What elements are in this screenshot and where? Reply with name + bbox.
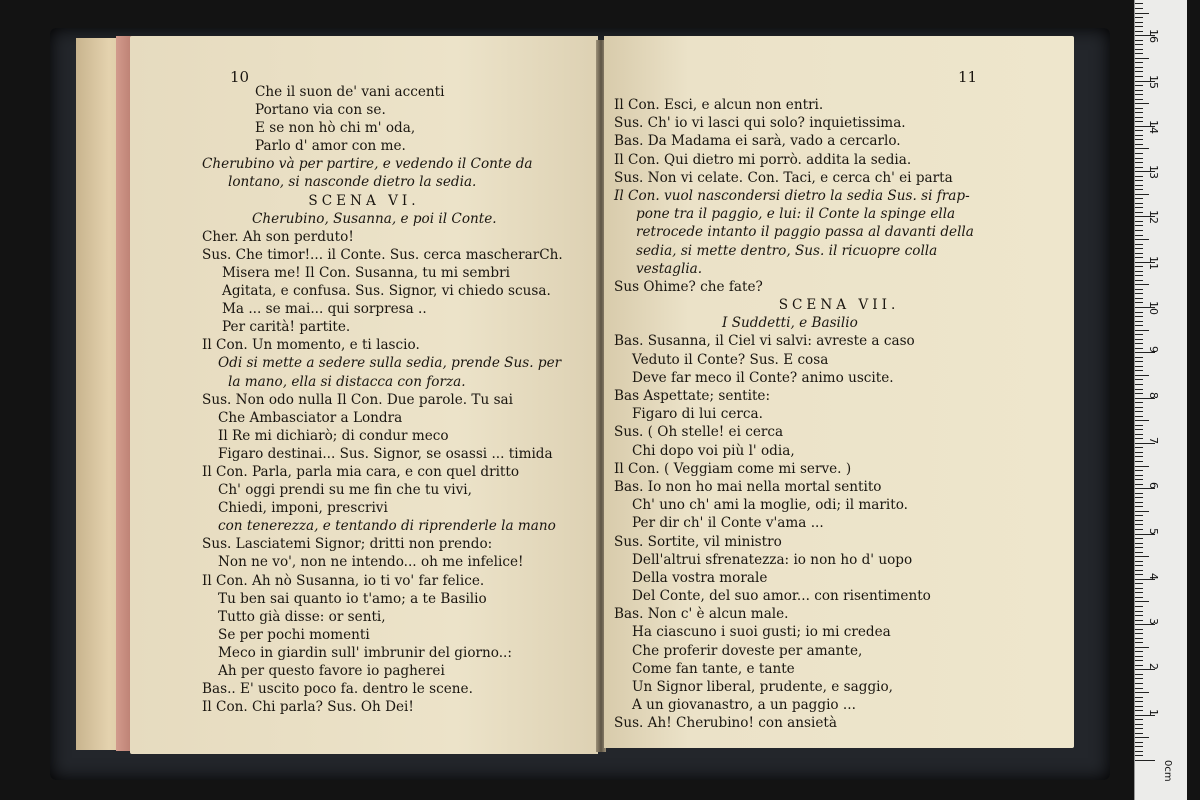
ruler-tick — [1135, 148, 1149, 149]
text-line: Sus Ohime? che fate? — [614, 278, 763, 295]
ruler-label: 14 — [1147, 119, 1160, 134]
ruler-tick — [1135, 361, 1143, 362]
ruler-tick — [1135, 620, 1143, 621]
ruler-tick — [1135, 402, 1143, 403]
ruler-tick — [1135, 343, 1143, 344]
ruler-tick — [1135, 538, 1143, 539]
text-line: E se non hò chi m' oda, — [255, 120, 416, 137]
ruler-tick — [1135, 665, 1143, 666]
text-line: Della vostra morale — [632, 569, 768, 586]
text-line: Bas.. E' uscito poco fa. dentro le scene. — [202, 681, 473, 698]
ruler-tick — [1135, 293, 1143, 294]
ruler-tick — [1135, 271, 1143, 272]
ruler-tick — [1135, 230, 1143, 231]
ruler-tick — [1135, 189, 1143, 190]
ruler-tick — [1135, 103, 1149, 104]
ruler-tick — [1135, 53, 1143, 54]
text-line: Un Signor liberal, prudente, e saggio, — [632, 679, 893, 695]
ruler-tick — [1135, 370, 1143, 371]
ruler-tick — [1135, 502, 1143, 503]
text-line: Dell'altrui sfrenatezza: io non ho d' uopo — [632, 551, 913, 568]
ruler-tick — [1135, 611, 1143, 612]
text-line: Parlo d' amor con me. — [255, 138, 406, 155]
text-line: Come fan tante, e tante — [632, 660, 795, 677]
left-page-text — [130, 83, 598, 716]
ruler-tick — [1135, 389, 1143, 390]
text-line: Ha ciascuno i suoi gusti; io mi credea — [632, 624, 891, 641]
ruler-label — [1147, 0, 1160, 4]
ruler-tick — [1135, 99, 1143, 100]
text-line: Il Con. Ah nò Susanna, io ti vo' far felice. — [202, 572, 485, 589]
ruler-tick — [1135, 176, 1143, 177]
ruler-tick — [1135, 434, 1143, 435]
ruler-tick — [1135, 710, 1143, 711]
ruler-tick — [1135, 167, 1143, 168]
ruler-tick — [1135, 139, 1143, 140]
text-line: Deve far meco il Conte? animo uscite. — [632, 369, 894, 386]
text-line: con tenerezza, e tentando di riprenderle la mano — [218, 518, 556, 535]
ruler-tick — [1135, 547, 1143, 548]
ruler-tick — [1135, 520, 1143, 521]
ruler-tick — [1135, 130, 1143, 131]
text-line: Tu ben sai quanto io t'amo; a te Basilio — [218, 590, 487, 607]
ruler-tick — [1135, 280, 1143, 281]
ruler-tick — [1135, 339, 1143, 340]
ruler-tick — [1135, 411, 1143, 412]
ruler-tick — [1135, 438, 1143, 439]
ruler-tick — [1135, 416, 1143, 417]
ruler-tick — [1135, 447, 1143, 448]
ruler-tick — [1135, 379, 1143, 380]
text-line: Cherubino, Susanna, e poi il Conte. — [252, 210, 497, 227]
right-page — [604, 36, 1074, 748]
text-line: lontano, si nasconde dietro la sedia. — [228, 174, 477, 191]
ruler-tick — [1135, 592, 1143, 593]
ruler-tick — [1135, 22, 1143, 23]
ruler-label: 4 — [1147, 572, 1160, 580]
text-line: Sus. Ch' io vi lasci qui solo? inquietissima. — [614, 115, 906, 132]
ruler-tick — [1135, 225, 1143, 226]
ruler-tick — [1135, 656, 1143, 657]
ruler-tick — [1135, 706, 1143, 707]
ruler-tick — [1135, 221, 1143, 222]
text-line: Sus. ( Oh stelle! ei cerca — [614, 424, 784, 441]
ruler-tick — [1135, 31, 1143, 32]
text-line: Bas. Io non ho mai nella mortal sentito — [614, 478, 882, 495]
ruler-tick — [1135, 728, 1143, 729]
ruler-label: 12 — [1147, 210, 1160, 225]
ruler-tick — [1135, 180, 1143, 181]
text-line: Chiedi, imponi, prescrivi — [218, 500, 388, 517]
ruler-tick — [1135, 85, 1143, 86]
ruler-tick — [1135, 108, 1143, 109]
ruler-tick — [1135, 570, 1143, 571]
text-line: Che proferir doveste per amante, — [632, 642, 863, 659]
ruler-label: 13 — [1147, 165, 1160, 180]
ruler-tick — [1135, 737, 1149, 738]
ruler-tick — [1135, 289, 1143, 290]
ruler-tick — [1135, 207, 1143, 208]
text-line: Odi si mette a sedere sulla sedia, prende Sus. per — [218, 355, 562, 372]
ruler-label: 8 — [1147, 391, 1160, 399]
text-line: Che Ambasciator a Londra — [218, 409, 403, 426]
ruler-tick — [1135, 71, 1143, 72]
ruler-tick — [1135, 552, 1143, 553]
ruler-tick — [1135, 633, 1143, 634]
ruler-tick — [1135, 556, 1149, 557]
ruler-tick — [1135, 597, 1143, 598]
text-line: Agitata, e confusa. Sus. Signor, vi chiedo scusa. — [222, 283, 551, 300]
text-line: Sus. Che timor!... il Conte. Sus. cerca mascherarCh. — [202, 246, 563, 263]
ruler-tick — [1135, 275, 1143, 276]
text-line: Chi dopo voi più l' odia, — [632, 442, 795, 459]
text-line: Bas. Non c' è alcun male. — [614, 606, 789, 623]
ruler-tick — [1135, 683, 1143, 684]
ruler-tick — [1135, 212, 1143, 213]
text-line: Figaro di lui cerca. — [632, 406, 763, 423]
ruler-tick — [1135, 733, 1143, 734]
text-line: Del Conte, del suo amor... con risentimento — [632, 588, 931, 605]
text-line: Misera me! Il Con. Susanna, tu mi sembri — [222, 264, 510, 281]
ruler-tick — [1135, 742, 1143, 743]
scene-heading: SCENA VI. — [308, 192, 420, 209]
ruler-tick — [1135, 565, 1143, 566]
ruler-tick — [1135, 312, 1143, 313]
scene-heading: SCENA VII. — [778, 297, 900, 314]
text-line: Il Con. ( Veggiam come mi serve. ) — [614, 460, 852, 477]
ruler-tick — [1135, 606, 1143, 607]
ruler-tick — [1135, 746, 1143, 747]
ruler-tick — [1135, 253, 1143, 254]
text-line: Che il suon de' vani accenti — [255, 84, 445, 100]
ruler-tick — [1135, 3, 1143, 4]
ruler-tick — [1135, 8, 1143, 9]
text-line: Sus. Ah! Cherubino! con ansietà — [614, 715, 837, 732]
ruler-tick — [1135, 574, 1143, 575]
right-page-text — [604, 96, 1074, 733]
text-line: Sus. Lasciatemi Signor; dritti non prendo: — [202, 536, 493, 553]
text-line: Sus. Non odo nulla Il Con. Due parole. Tu sai — [202, 391, 513, 408]
text-line: vestaglia. — [636, 260, 703, 277]
ruler-tick — [1135, 511, 1149, 512]
text-line: sedia, si mette dentro, Sus. il ricuopre colla — [636, 242, 938, 259]
ruler-tick — [1135, 475, 1143, 476]
ruler-tick — [1135, 194, 1149, 195]
ruler-tick — [1135, 257, 1143, 258]
ruler-tick — [1135, 266, 1143, 267]
ruler-tick — [1135, 429, 1143, 430]
text-line: Il Re mi dichiarò; di condur meco — [218, 427, 449, 444]
ruler-label: 9 — [1147, 346, 1160, 354]
ruler-tick — [1135, 638, 1143, 639]
ruler-tick — [1135, 456, 1143, 457]
text-line: Tutto già disse: or senti, — [218, 608, 386, 625]
ruler-tick — [1135, 244, 1143, 245]
ruler-label: 5 — [1147, 527, 1160, 535]
ruler-tick — [1135, 248, 1143, 249]
ruler-label: 2 — [1147, 663, 1160, 671]
text-line: Cher. Ah son perduto! — [202, 228, 354, 245]
ruler-tick — [1135, 647, 1149, 648]
ruler-tick — [1135, 461, 1143, 462]
ruler-tick — [1135, 357, 1143, 358]
ruler-tick — [1135, 235, 1143, 236]
ruler-label: 7 — [1147, 436, 1160, 444]
ruler-tick — [1135, 284, 1149, 285]
ruler-tick — [1135, 94, 1143, 95]
ruler-tick — [1135, 203, 1143, 204]
ruler-tick — [1135, 642, 1143, 643]
ruler-tick — [1135, 719, 1143, 720]
text-line: la mano, ella si distacca con forza. — [228, 373, 466, 390]
ruler-tick — [1135, 302, 1143, 303]
ruler-tick — [1135, 452, 1143, 453]
ruler-tick — [1135, 393, 1143, 394]
ruler-tick — [1135, 497, 1143, 498]
ruler-tick — [1135, 524, 1143, 525]
text-line: Per dir ch' il Conte v'ama ... — [632, 515, 824, 532]
ruler-tick — [1135, 62, 1143, 63]
text-line: Il Con. Qui dietro mi porrò. addita la sedia. — [614, 151, 912, 168]
ruler-tick — [1135, 493, 1143, 494]
text-line: Bas. Susanna, il Ciel vi salvi: avreste a caso — [614, 333, 915, 350]
left-page-number: 10 — [230, 68, 250, 86]
ruler-tick — [1135, 588, 1143, 589]
ruler-tick — [1135, 135, 1143, 136]
ruler-tick — [1135, 515, 1143, 516]
text-line: Meco in giardin sull' imbrunir del giorno..: — [218, 644, 512, 661]
ruler-tick — [1135, 384, 1143, 385]
text-line: Il Con. vuol nascondersi dietro la sedia Sus. si frap- — [614, 187, 970, 204]
ruler-tick — [1135, 112, 1143, 113]
left-page — [130, 36, 598, 754]
ruler-tick — [1135, 692, 1149, 693]
text-line: retrocede intanto il paggio passa al davanti della — [636, 224, 974, 241]
ruler-label: 3 — [1147, 618, 1160, 626]
ruler-label: 1 — [1147, 708, 1160, 716]
ruler-tick — [1135, 583, 1143, 584]
ruler-tick — [1135, 90, 1143, 91]
ruler-tick — [1135, 26, 1143, 27]
text-line: Se per pochi momenti — [218, 626, 370, 643]
text-line: Cherubino và per partire, e vedendo il Conte da — [202, 156, 533, 173]
ruler-label: 10 — [1147, 301, 1160, 315]
ruler-tick — [1135, 13, 1149, 14]
ruler-tick — [1135, 724, 1143, 725]
ruler-tick — [1135, 185, 1143, 186]
text-line: Veduto il Conte? Sus. E cosa — [632, 351, 829, 368]
ruler-tick — [1135, 651, 1143, 652]
ruler-tick — [1135, 375, 1149, 376]
text-line: Per carità! partite. — [222, 319, 351, 336]
text-line: I Suddetti, e Basilio — [722, 315, 858, 332]
ruler-tick — [1135, 697, 1143, 698]
measuring-ruler — [1134, 0, 1187, 800]
ruler-tick — [1135, 325, 1143, 326]
text-line: Non ne vo', non ne intendo... oh me infelice! — [218, 554, 524, 571]
ruler-tick — [1135, 751, 1143, 752]
ruler-tick — [1135, 660, 1143, 661]
ruler-tick — [1135, 330, 1149, 331]
ruler-tick — [1135, 601, 1149, 602]
text-line: Figaro destinai... Sus. Signor, se osassi ... timida — [218, 445, 553, 462]
ruler-unit-label: 0cm — [1162, 760, 1173, 782]
ruler-tick — [1135, 561, 1143, 562]
ruler-tick — [1135, 678, 1143, 679]
ruler-tick — [1135, 67, 1143, 68]
ruler-tick — [1135, 688, 1143, 689]
text-line: Il Con. Parla, parla mia cara, e con quel dritto — [202, 463, 520, 480]
ruler-tick — [1135, 321, 1143, 322]
ruler-tick — [1135, 529, 1143, 530]
text-line: Il Con. Chi parla? Sus. Oh Dei! — [202, 699, 414, 716]
ruler-tick — [1135, 420, 1149, 421]
ruler-tick — [1135, 701, 1143, 702]
text-line: Portano via con se. — [255, 102, 386, 119]
ruler-tick — [1135, 484, 1143, 485]
ruler-tick — [1135, 755, 1143, 756]
ruler-tick — [1135, 49, 1143, 50]
ruler-tick — [1135, 366, 1143, 367]
ruler-tick — [1135, 40, 1143, 41]
ruler-label: 6 — [1147, 482, 1160, 490]
ruler-tick — [1135, 425, 1143, 426]
ruler-tick — [1135, 466, 1149, 467]
ruler-tick — [1135, 298, 1143, 299]
ruler-tick — [1135, 407, 1143, 408]
text-line: Sus. Non vi celate. Con. Taci, e cerca ch' ei parta — [614, 169, 953, 186]
ruler-tick — [1135, 162, 1143, 163]
text-line: Sus. Sortite, vil ministro — [614, 533, 782, 550]
text-line: Il Con. Esci, e alcun non entri. — [614, 97, 824, 113]
ruler-tick — [1135, 58, 1149, 59]
ruler-tick — [1135, 121, 1143, 122]
ruler-tick — [1135, 239, 1149, 240]
text-line: Bas Aspettate; sentite: — [614, 388, 771, 404]
right-page-number: 11 — [958, 68, 978, 86]
ruler-tick — [1135, 17, 1143, 18]
ruler-tick — [1135, 316, 1143, 317]
ruler-tick — [1135, 198, 1143, 199]
ruler-tick — [1135, 479, 1143, 480]
text-line: Il Con. Un momento, e ti lascio. — [202, 337, 420, 354]
ruler-label: 15 — [1147, 74, 1160, 89]
text-line: Ah per questo favore io pagherei — [218, 663, 445, 679]
ruler-tick — [1135, 629, 1143, 630]
text-line: Bas. Da Madama ei sarà, vado a cercarlo. — [614, 133, 901, 150]
text-line: Ch' oggi prendi su me fin che tu vivi, — [218, 482, 472, 499]
ruler-tick — [1135, 334, 1143, 335]
text-line: pone tra il paggio, e lui: il Conte la spinge ella — [636, 206, 956, 223]
ruler-tick — [1135, 506, 1143, 507]
text-line: A un giovanastro, a un paggio ... — [632, 697, 856, 714]
text-line: Ch' uno ch' ami la moglie, odi; il marito. — [632, 497, 908, 514]
ruler-label: 11 — [1147, 255, 1160, 270]
ruler-tick — [1135, 44, 1143, 45]
ruler-label: 16 — [1147, 29, 1160, 44]
ruler-tick — [1135, 158, 1143, 159]
text-line: Ma ... se mai... qui sorpresa .. — [222, 301, 427, 318]
ruler-tick — [1135, 615, 1143, 616]
ruler-tick — [1135, 144, 1143, 145]
ruler-tick — [1135, 674, 1143, 675]
ruler-tick — [1135, 348, 1143, 349]
ruler-tick — [1135, 117, 1143, 118]
ruler-tick — [1135, 543, 1143, 544]
ruler-tick — [1135, 760, 1155, 761]
ruler-tick — [1135, 76, 1143, 77]
ruler-tick — [1135, 470, 1143, 471]
ruler-tick — [1135, 153, 1143, 154]
